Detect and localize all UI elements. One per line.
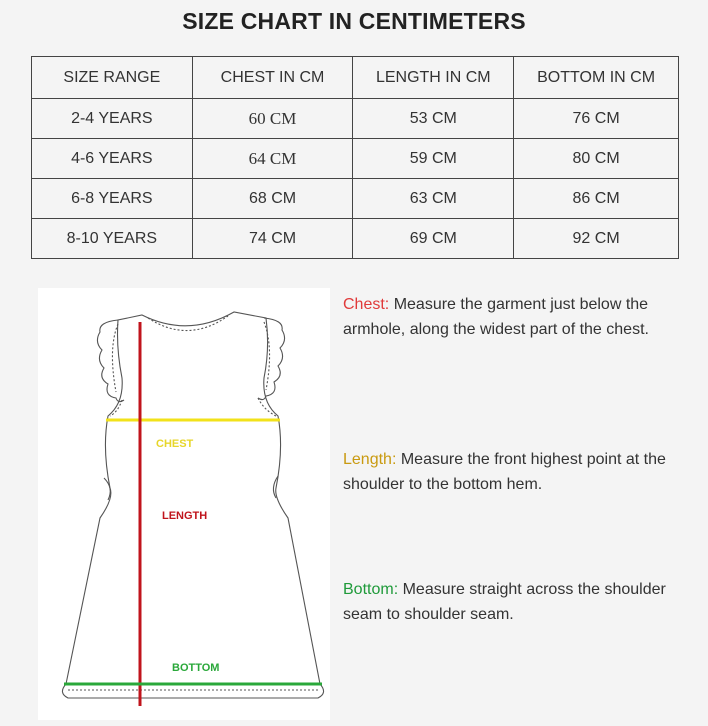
cell-chest: 68 CM (192, 179, 353, 219)
table-header-row (32, 57, 679, 99)
table-row (32, 179, 679, 219)
chest-text: Measure the garment just below the armhole, along the widest part of the chest. (343, 296, 649, 338)
length-term: Length: (343, 451, 397, 468)
header-length: LENGTH IN CM (353, 57, 514, 99)
length-label: LENGTH (162, 510, 208, 522)
length-text: Measure the front highest point at the shoulder to the bottom hem. (343, 451, 666, 493)
cell-size: 4-6 YEARS (32, 139, 193, 179)
size-chart-table (31, 56, 679, 259)
cell-chest: 64 CM (192, 139, 353, 179)
header-chest: CHEST IN CM (192, 57, 353, 99)
cell-size: 8-10 YEARS (32, 219, 193, 259)
cell-size: 6-8 YEARS (32, 179, 193, 219)
chest-term: Chest: (343, 296, 390, 313)
bottom-term: Bottom: (343, 581, 399, 598)
dress-outline-icon (38, 288, 330, 720)
cell-chest: 74 CM (192, 219, 353, 259)
cell-chest: 60 CM (192, 99, 353, 139)
length-description (343, 448, 683, 497)
cell-length: 59 CM (353, 139, 514, 179)
bottom-label: BOTTOM (172, 662, 220, 674)
bottom-description (343, 578, 683, 627)
table-row (32, 219, 679, 259)
cell-bottom: 92 CM (514, 219, 679, 259)
dress-diagram (38, 288, 330, 720)
table-row (32, 139, 679, 179)
chest-label: CHEST (156, 438, 194, 450)
cell-length: 69 CM (353, 219, 514, 259)
cell-bottom: 86 CM (514, 179, 679, 219)
cell-bottom: 80 CM (514, 139, 679, 179)
page-title: SIZE CHART IN CENTIMETERS (182, 8, 526, 34)
bottom-text: Measure straight across the shoulder seam to shoulder seam. (343, 581, 666, 623)
table-row (32, 99, 679, 139)
cell-bottom: 76 CM (514, 99, 679, 139)
cell-size: 2-4 YEARS (32, 99, 193, 139)
header-size-range: SIZE RANGE (32, 57, 193, 99)
cell-length: 63 CM (353, 179, 514, 219)
cell-length: 53 CM (353, 99, 514, 139)
header-bottom: BOTTOM IN CM (514, 57, 679, 99)
chest-description (343, 293, 683, 342)
